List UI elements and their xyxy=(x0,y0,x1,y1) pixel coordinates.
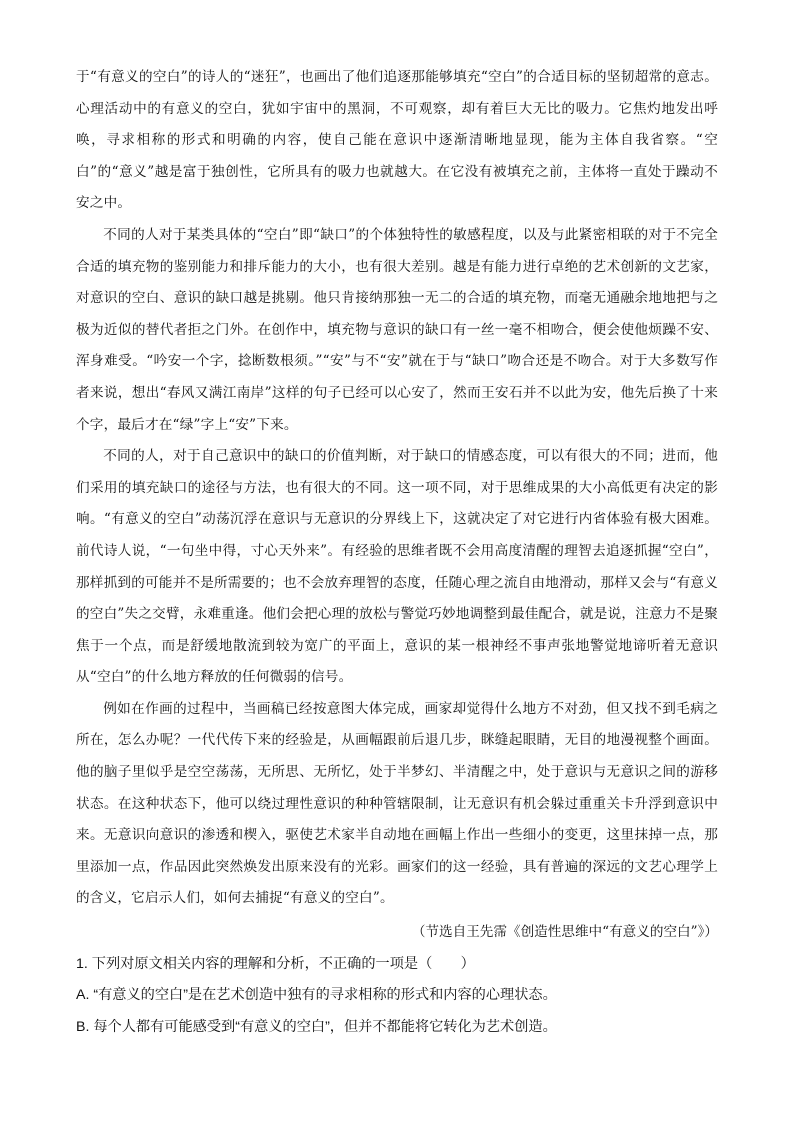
source-citation: （节选自王先霈《创造性思维中“有意义的空白”》） xyxy=(411,924,718,941)
option-a: A. “有意义的空白”是在艺术创造中独有的寻求相称的形式和内容的心理状态。 xyxy=(76,987,557,1004)
question-stem: 1. 下列对原文相关内容的理解和分析，不正确的一项是（ ） xyxy=(76,955,475,972)
paragraph: 不同的人，对于自己意识中的缺口的价值判断，对于缺口的情感态度，可以有很大的不同；进而，他们采用的填充缺口的途径与方法，也有很大的不同。这一项不同，对于思维成果的大小高低更有决定的影响。“有意义的空白”动荡沉浮在意识与无意识的分界线上下，这就决定了对它进行内省体验有极大困难。前代诗人说，“一句坐中得，寸心天外来”。有经验的思维者既不会用高度清醒的理智去追逐抓握“空白”，那样抓到的可能并不是所需要的；也不会放弃理智的态度，任随心理之流自由地滑动，那样又会与“有意义的空白”失之交臂，永难重逢。他们会把心理的放松与警觉巧妙地调整到最佳配合，就是说，注意力不是聚焦于一个点，而是舒缓地散流到较为宽广的平面上，意识的某一根神经不事声张地警觉地谛听着无意识从“空白”的什么地方释放的任何微弱的信号。 xyxy=(76,448,718,686)
article-body xyxy=(76,62,718,915)
paragraph: 例如在作画的过程中，当画稿已经按意图大体完成，画家却觉得什么地方不对劲，但又找不到毛病之所在，怎么办呢？一代代传下来的经验是，从画幅跟前后退几步，眯缝起眼睛，无目的地漫视整个画面。他的脑子里似乎是空空荡荡，无所思、无所忆，处于半梦幻、半清醒之中，处于意识与无意识之间的游移状态。在这种状态下，他可以绕过理性意识的种种管辖限制，让无意识有机会躲过重重关卡升浮到意识中来。无意识向意识的渗透和楔入，驱使艺术家半自动地在画幅上作出一些细小的变更，这里抹掉一点，那里添加一点，作品因此突然焕发出原来没有的光彩。画家们的这一经验，具有普遍的深远的文艺心理学上的含义，它启示人们，如何去捕捉“有意义的空白”。 xyxy=(76,700,718,907)
paragraph-continued: 于“有意义的空白”的诗人的“迷狂”，也画出了他们追逐那能够填充“空白”的合适目标的坚韧超常的意志。心理活动中的有意义的空白，犹如宇宙中的黑洞，不可观察，却有着巨大无比的吸力。它焦灼地发出呼唤，寻求相称的形式和明确的内容，使自己能在意识中逐渐清晰地显现，能为主体自我省察。“空白”的“意义”越是富于独创性，它所具有的吸力也就越大。在它没有被填充之前，主体将一直处于躁动不安之中。 xyxy=(76,69,718,212)
paragraph: 不同的人对于某类具体的“空白”即“缺口”的个体独特性的敏感程度，以及与此紧密相联的对于不完全合适的填充物的鉴别能力和排斥能力的大小，也有很大差别。越是有能力进行卓绝的艺术创新的文艺家，对意识的空白、意识的缺口越是挑剔。他只肯接纳那独一无二的合适的填充物，而毫无通融余地地把与之极为近似的替代者拒之门外。在创作中，填充物与意识的缺口有一丝一毫不相吻合，便会使他烦躁不安、浑身难受。“吟安一个字，捻断数根须。”“安”与不“安”就在于与“缺口”吻合还是不吻合。对于大多数写作者来说，想出“春风又满江南岸”这样的句子已经可以心安了，然而王安石并不以此为安，他先后换了十来个字，最后才在“绿”字上“安”下来。 xyxy=(76,226,718,433)
option-b: B. 每个人都有可能感受到“有意义的空白”，但并不都能将它转化为艺术创造。 xyxy=(76,1018,557,1035)
